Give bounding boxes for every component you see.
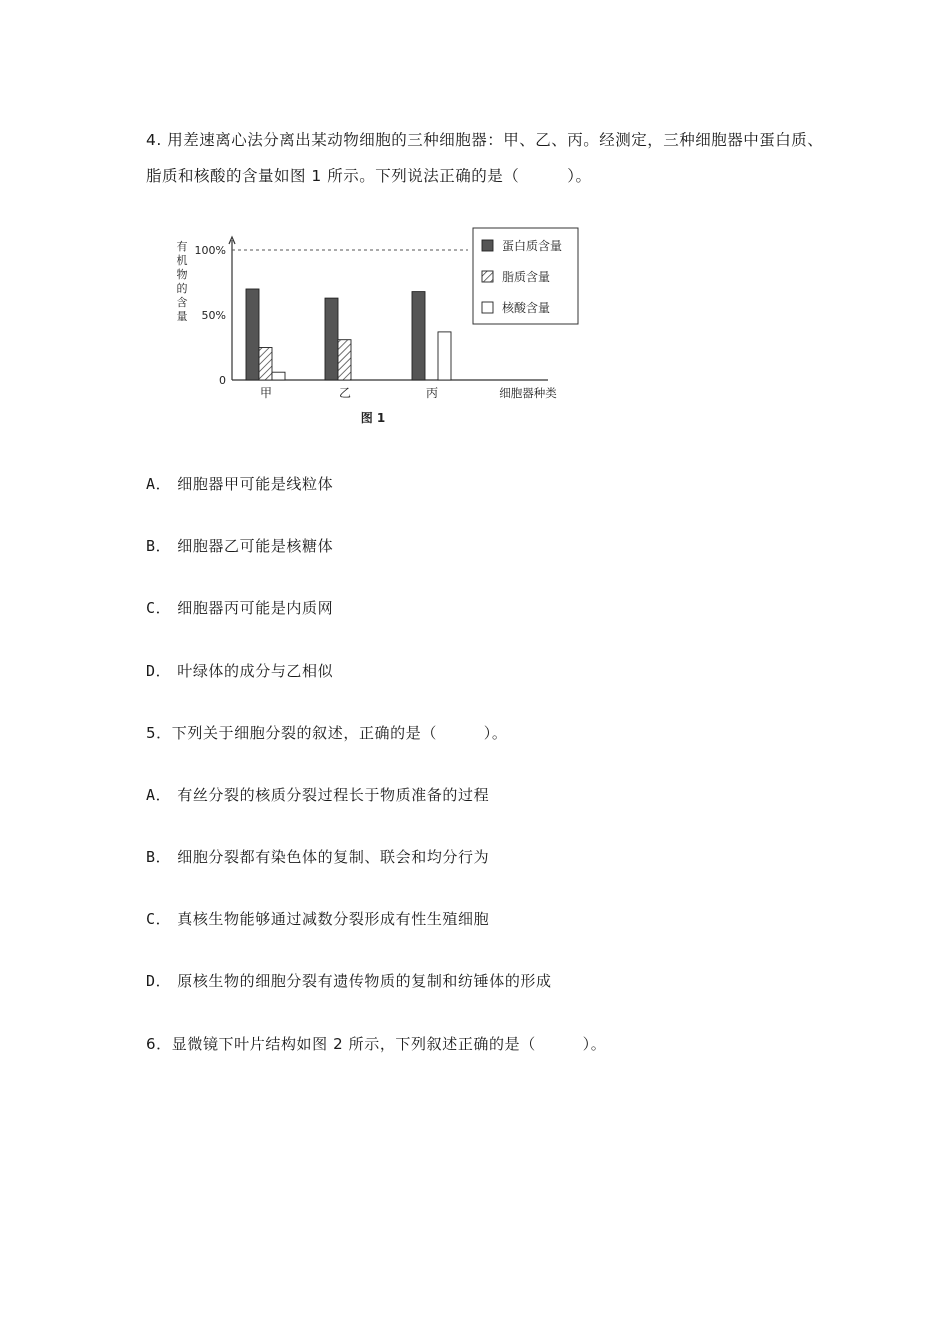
legend-swatch-2 <box>482 302 493 313</box>
option-text: 细胞器丙可能是内质网 <box>177 599 334 617</box>
legend-label-1: 脂质含量 <box>502 270 551 284</box>
bar-0-0 <box>246 289 259 380</box>
option-prefix: C． <box>146 599 172 617</box>
legend-swatch-0 <box>482 240 493 251</box>
option-text: 叶绿体的成分与乙相似 <box>177 662 334 680</box>
y-axis-label-char: 有 <box>176 240 188 253</box>
figure-1-chart <box>168 222 588 432</box>
option-prefix: D． <box>146 662 172 680</box>
option-prefix: A． <box>146 475 172 493</box>
y-tick-label: 50% <box>201 309 226 322</box>
question-5-text: 5．下列关于细胞分裂的叙述，正确的是（ ）。 <box>146 724 508 742</box>
y-axis-label-char: 含 <box>176 296 188 309</box>
y-axis-label-char: 物 <box>176 268 188 281</box>
option-text: 真核生物能够通过减数分裂形成有性生殖细胞 <box>177 910 490 928</box>
bar-2-0 <box>272 372 285 380</box>
q5-option-c[interactable] <box>146 908 489 929</box>
q5-option-d[interactable] <box>146 970 552 991</box>
y-axis-label-char: 量 <box>176 310 188 323</box>
question-4-line-2: 脂质和核酸的含量如图 1 所示。下列说法正确的是（ ）。 <box>146 167 592 185</box>
y-axis-label-char: 的 <box>176 282 188 295</box>
bar-0-1 <box>325 298 338 380</box>
option-text: 原核生物的细胞分裂有遗传物质的复制和纺锤体的形成 <box>177 972 552 990</box>
q4-option-d[interactable] <box>146 660 333 681</box>
legend-swatch-1 <box>482 271 493 282</box>
legend-label-0: 蛋白质含量 <box>502 239 563 253</box>
bar-2-2 <box>438 332 451 380</box>
q5-option-b[interactable] <box>146 846 489 867</box>
option-prefix: D． <box>146 972 172 990</box>
bar-1-0 <box>259 348 272 381</box>
option-prefix: A． <box>146 786 172 804</box>
q4-option-a[interactable] <box>146 473 333 494</box>
x-tick-label: 甲 <box>259 386 273 400</box>
y-axis-label-char: 机 <box>176 254 188 267</box>
question-4-line-1: 4. 用差速离心法分离出某动物细胞的三种细胞器：甲、乙、丙。经测定，三种细胞器中蛋白质、 <box>146 131 824 149</box>
option-prefix: C． <box>146 910 172 928</box>
legend-label-2: 核酸含量 <box>502 301 551 315</box>
option-text: 细胞器乙可能是核糖体 <box>177 537 334 555</box>
option-prefix: B． <box>146 537 172 555</box>
y-tick-label: 100% <box>194 244 226 257</box>
q5-option-a[interactable] <box>146 784 489 805</box>
option-text: 细胞分裂都有染色体的复制、联会和均分行为 <box>177 848 490 866</box>
question-4-stem <box>146 122 846 194</box>
option-text: 有丝分裂的核质分裂过程长于物质准备的过程 <box>177 786 490 804</box>
option-prefix: B． <box>146 848 172 866</box>
bar-1-1 <box>338 340 351 380</box>
q4-option-c[interactable] <box>146 597 333 618</box>
question-6-text: 6．显微镜下叶片结构如图 2 所示，下列叙述正确的是（ ）。 <box>146 1035 607 1053</box>
x-axis-label: 细胞器种类 <box>499 386 557 400</box>
question-5-stem <box>146 722 507 743</box>
chart-title: 图 1 <box>360 411 386 425</box>
question-6-stem <box>146 1033 606 1054</box>
q4-option-b[interactable] <box>146 535 333 556</box>
chart-svg <box>168 222 588 432</box>
x-tick-label: 丙 <box>425 386 439 400</box>
bar-0-2 <box>412 292 425 380</box>
option-text: 细胞器甲可能是线粒体 <box>177 475 334 493</box>
y-tick-label: 0 <box>219 374 226 387</box>
x-tick-label: 乙 <box>338 386 352 400</box>
